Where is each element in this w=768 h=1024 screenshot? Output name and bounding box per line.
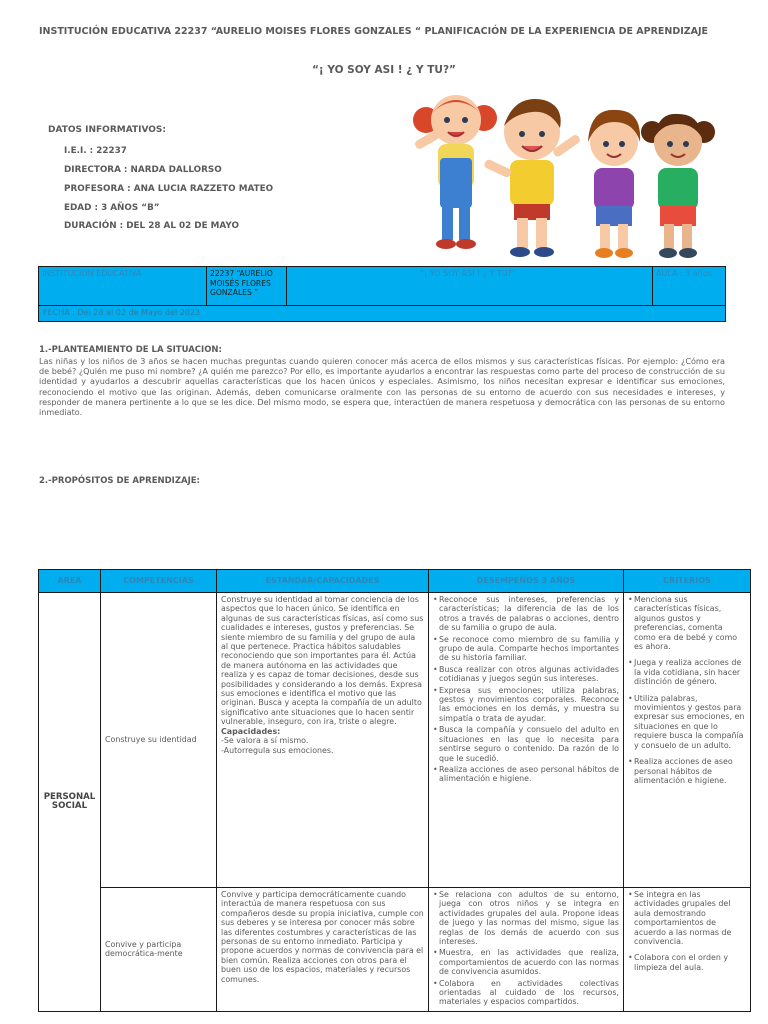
table-header-area: AREA	[39, 570, 101, 593]
table-header-competencias: COMPETENCIAS	[101, 570, 217, 593]
capacidad-item: -Autorregula sus emociones.	[221, 745, 334, 755]
info-bar-experience-title: “¡ YO SOY ASI ! ¿ Y TU?”	[287, 267, 653, 305]
section1-heading: 1.-PLANTEAMIENTO DE LA SITUACION:	[39, 345, 222, 355]
desempeno-item: • Se relaciona con adultos de su entorno, juega con otros niños y se integra en actividades grupales del aula. Propone ideas de juego y las normas del mismo, sigue las reglas de los demás de acuerdo con sus intereses.	[433, 890, 619, 946]
table-row	[39, 888, 751, 1012]
criterios-cell	[624, 593, 751, 888]
area-cell: PERSONAL SOCIAL	[39, 593, 101, 1012]
child-figure-3	[588, 110, 640, 258]
section1-text: Las niñas y los niños de 3 años se hacen muchas preguntas cuando quieren conocer más acerca de ellos mismos y sus características físicas. Por ejemplo: ¿Cómo era de bebé? ¿Quién me puso mi nombre? ¿A quién me parezco? Por ello, es importante ayudarlos a encontrar las respuestas como parte del proceso de construcción de su identidad y ayudarlos a descubrir aquellas características que los hacen únicos y especiales. Asimismo, los niños necesitan expresar e identificar sus emociones, reconociendo el motivo que las originan. Además, deben comunicarse oralmente con las personas de su entorno de acuerdo con sus necesidades e intereses, y responder de manera pertinente a lo que se les dice. Del mismo modo, se espera que, interactúen de manera respetuosa y democrática con las personas de su entorno inmediato.	[39, 356, 725, 418]
children-illustration	[404, 80, 720, 266]
learning-purposes-table	[38, 569, 751, 1012]
criterio-item: • Colabora con el orden y limpieza del aula.	[628, 953, 746, 972]
table-row	[39, 593, 751, 888]
table-header-criterios: CRITERIOS	[624, 570, 751, 593]
capacidad-item: -Se valora a sí mismo.	[221, 736, 309, 746]
table-header-row	[39, 570, 751, 593]
desempeno-item: • Colabora en actividades colectivas orientadas al cuidado de los recursos, materiales y espacios compartidos.	[433, 979, 619, 1007]
desempeno-item: • Muestra, en las actividades que realiza, comportamientos de acuerdo con las normas de convivencia asumidos.	[433, 948, 619, 976]
info-bar-institution-label: INSTITUCION EDUCATIVA	[39, 267, 207, 305]
desempeno-item: • Se reconoce como miembro de su familia y grupo de aula. Comparte hechos importantes de su historia familiar.	[433, 635, 619, 663]
desempeno-item: • Busca la compañía y consuelo del adulto en situaciones en las que lo necesita para sentirse seguro o contenido. Da razón de lo que le sucedió.	[433, 725, 619, 763]
criterio-item: • Realiza acciones de aseo personal hábitos de alimentación e higiene.	[628, 757, 746, 785]
info-bar-institution-name: 22237 “AURELIO MOISÉS FLORES GONZÁLES ”	[207, 267, 287, 305]
datos-heading: DATOS INFORMATIVOS:	[48, 125, 167, 135]
info-bar-aula: AULA : 3 años	[656, 269, 712, 278]
datos-duracion: DURACIÓN : DEL 28 AL 02 DE MAYO	[64, 221, 239, 231]
desempeno-item: • Expresa sus emociones; utiliza palabras, gestos y movimientos corporales. Reconoce las emociones en los demás, y muestra su simpatía o trata de ayudar.	[433, 686, 619, 724]
info-bar-fecha: FECHA : Del 28 al 02 de Mayo del 2023	[39, 305, 725, 322]
info-bar	[38, 266, 726, 322]
desempenos-cell	[429, 888, 624, 1012]
estandar-text: Construye su identidad al tomar conciencia de los aspectos que lo hacen único. Se identifica en algunas de sus características físicas, así como sus cualidades e intereses, gustos y preferencias. Se siente miembro de su familia y del grupo de aula al que pertenece. Practica hábitos saludables reconociendo que son importantes para él. Actúa de manera autónoma en las actividades que realiza y es capaz de tomar decisiones, desde sus posibilidades y considerando a los demás. Expresa sus emociones e identifica el motivo que las originan. Busca y acepta la compañía de un adulto significativo ante situaciones que lo hacen sentir vulnerable, inseguro, con ira, triste o alegre.	[221, 595, 424, 727]
competencia-cell: Convive y participa democrática-mente	[101, 888, 217, 1012]
datos-directora: DIRECTORA : NARDA DALLORSO	[64, 165, 222, 175]
desempeno-item: • Reconoce sus intereses, preferencias y características; la diferencia de las de los otros a través de palabras o acciones, dentro de su familia o grupo de aula.	[433, 595, 619, 633]
capacidades-label: Capacidades:	[221, 726, 281, 736]
desempeno-item: • Realiza acciones de aseo personal hábitos de alimentación e higiene.	[433, 765, 619, 784]
table-header-estandar: ESTANDAR/CAPACIDADES	[217, 570, 429, 593]
criterio-item: • Se integra en las actividades grupales del aula demostrando comportamientos de acuerdo a las normas de convivencia.	[628, 890, 746, 946]
criterios-cell	[624, 888, 751, 1012]
datos-iei: I.E.I. : 22237	[64, 146, 127, 156]
desempeno-item: • Busca realizar con otros algunas actividades cotidianas y juegos según sus intereses.	[433, 665, 619, 684]
experience-title: “¡ YO SOY ASI ! ¿ Y TU?”	[312, 64, 456, 76]
competencia-cell: Construye su identidad	[101, 593, 217, 888]
table-header-desempenos: DESEMPEÑOS 3 AÑOS	[429, 570, 624, 593]
estandar-cell	[217, 593, 429, 888]
desempenos-cell	[429, 593, 624, 888]
criterio-item: • Juega y realiza acciones de la vida cotidiana, sin hacer distinción de género.	[628, 658, 746, 686]
child-figure-2	[483, 99, 581, 257]
criterio-item: • Utiliza palabras, movimientos y gestos para expresar sus emociones, en situaciones en que lo requiere busca la compañía y consuelo de un adulto.	[628, 694, 746, 750]
criterio-item: • Menciona sus características físicas, algunos gustos y preferencias, comenta como era de bebé y como es ahora.	[628, 595, 746, 651]
estandar-cell: Convive y participa democráticamente cuando interactúa de manera respetuosa con sus compañeros desde su propia iniciativa, cumple con sus deberes y se interesa por conocer más sobre las diferentes costumbres y características de las personas de su entorno inmediato. Participa y propone acuerdos y normas de convivencia para el bien común. Realiza acciones con otros para el buen uso de los espacios, materiales y recursos comunes.	[217, 888, 429, 1012]
datos-edad: EDAD : 3 AÑOS “B”	[64, 203, 160, 213]
child-figure-4	[641, 114, 715, 258]
document-header: INSTITUCIÓN EDUCATIVA 22237 “AURELIO MOISES FLORES GONZALES “ PLANIFICACIÓN DE LA EXPERIENCIA DE APRENDIZAJE	[39, 26, 709, 37]
child-figure-1	[413, 95, 497, 249]
section2-heading: 2.-PROPÓSITOS DE APRENDIZAJE:	[39, 476, 200, 486]
datos-profesora: PROFESORA : ANA LUCIA RAZZETO MATEO	[64, 184, 274, 194]
